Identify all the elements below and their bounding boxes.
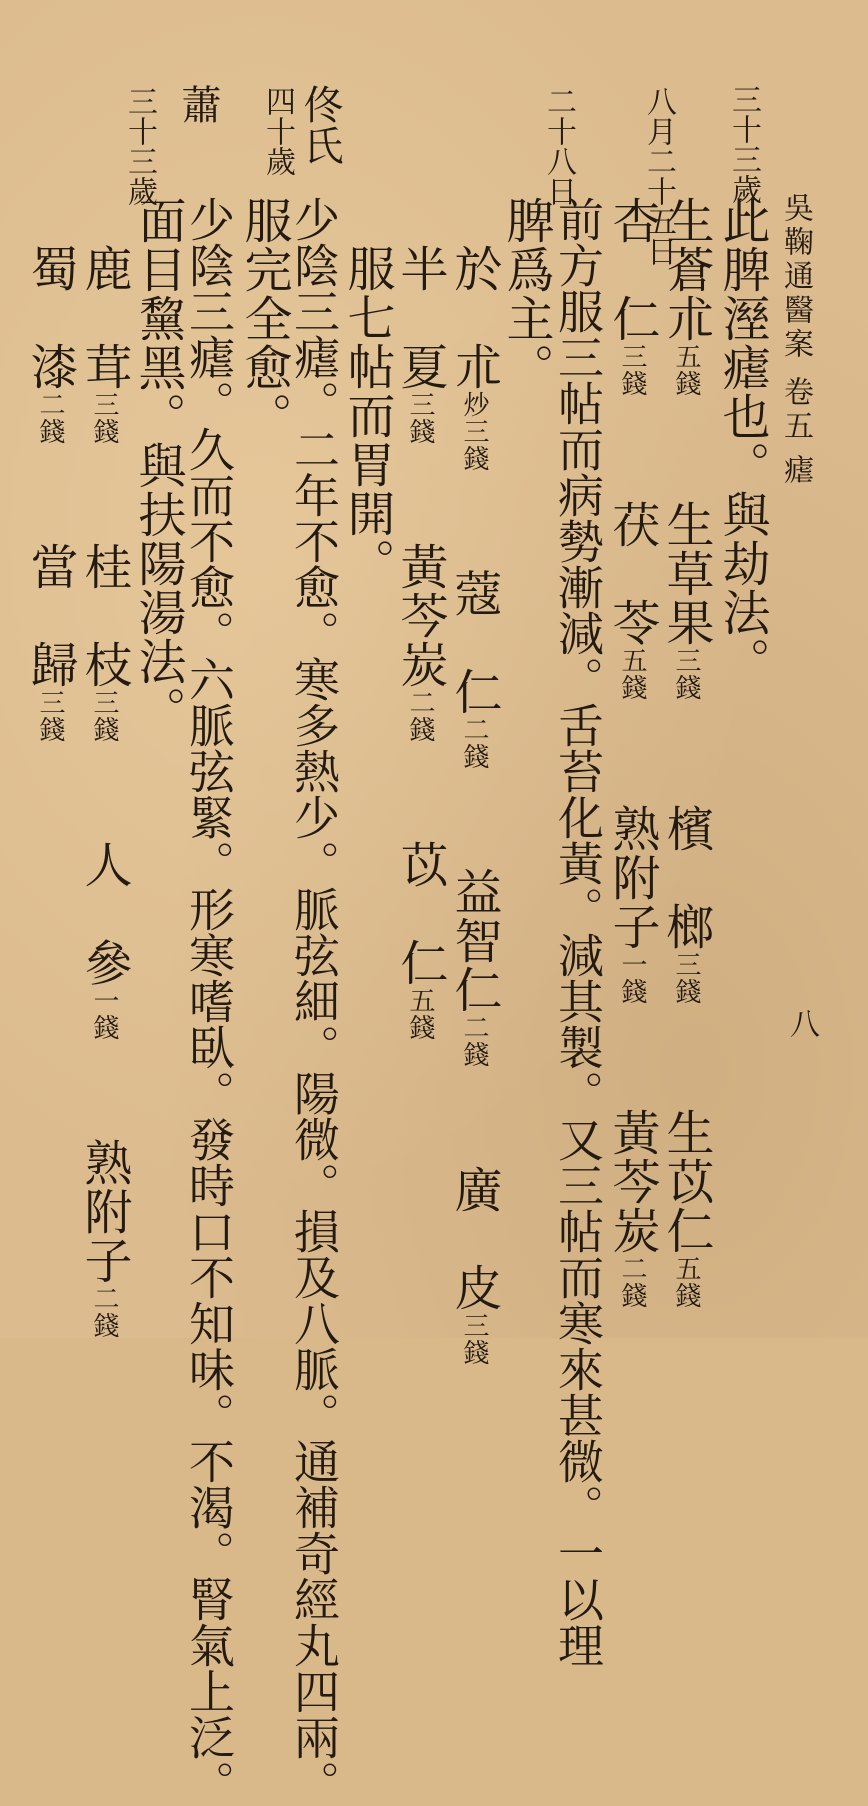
case1-followup-line1: 前方服三帖而病勢漸減。舌苔化黃。減其製。又三帖而寒來甚微。一以理 bbox=[551, 196, 605, 1668]
case2-text-line2: 服完全愈。 bbox=[236, 196, 292, 441]
page-number: 八 bbox=[784, 1008, 819, 1042]
herb-item: 黃芩炭二錢 bbox=[392, 542, 448, 743]
herb-item: 杏 仁三錢 bbox=[604, 196, 660, 397]
volume-label: 卷五 bbox=[778, 376, 813, 444]
herb-item: 茯 苓五錢 bbox=[604, 500, 660, 701]
case1-rx3 bbox=[446, 244, 502, 1366]
herb-item: 熟附子二錢 bbox=[76, 1138, 132, 1339]
case2-patient: 佟氏 bbox=[297, 84, 343, 166]
herb-item: 鹿 茸三錢 bbox=[76, 244, 132, 445]
case3-rx1 bbox=[76, 244, 132, 1339]
herb-item: 蜀 漆二錢 bbox=[22, 244, 78, 445]
herb-item: 生草果三錢 bbox=[658, 500, 714, 701]
herb-item: 黃芩炭二錢 bbox=[604, 1108, 660, 1309]
case3-rx2 bbox=[22, 244, 78, 743]
case1-outcome: 服七帖而胃開。 bbox=[339, 244, 395, 587]
herb-item: 檳 榔三錢 bbox=[658, 804, 714, 1005]
herb-item: 生苡仁五錢 bbox=[658, 1108, 714, 1309]
case1-diagnosis: 此脾溼瘧也。與劫法。 bbox=[714, 196, 770, 686]
case1-date1: 八月二十五日 bbox=[641, 86, 676, 266]
herb-item: 益智仁二錢 bbox=[446, 867, 502, 1068]
case3-text-line1: 少陰三瘧。久而不愈。六脈弦緊。形寒嗜臥。發時口不知味。不渴。腎氣上泛。 bbox=[182, 196, 236, 1806]
section-label: 瘧 bbox=[778, 454, 813, 488]
herb-item: 於 朮炒三錢 bbox=[446, 244, 502, 472]
herb-item: 當 歸三錢 bbox=[22, 542, 78, 743]
case1-rx2 bbox=[604, 196, 660, 1309]
case3-patient: 蕭 bbox=[175, 84, 221, 125]
case2-age: 四十歲 bbox=[260, 86, 295, 176]
herb-item: 生蒼朮五錢 bbox=[658, 196, 714, 397]
book-title: 吳鞠通醫案 bbox=[778, 192, 813, 362]
case2-text-line1: 少陰三瘧。二年不愈。寒多熱少。脈弦細。陽微。損及八脈。通補奇經丸四兩。 bbox=[287, 196, 341, 1806]
case1-age: 三十三歲 bbox=[726, 84, 761, 204]
case3-age: 三十三歲 bbox=[122, 86, 157, 206]
herb-item: 熟附子一錢 bbox=[604, 804, 660, 1005]
herb-item: 苡 仁五錢 bbox=[392, 840, 448, 1041]
herb-item: 桂 枝三錢 bbox=[76, 542, 132, 743]
case1-date2: 二十八日 bbox=[541, 86, 576, 206]
case1-rx1 bbox=[658, 196, 714, 1309]
herb-item: 人 參一錢 bbox=[76, 840, 132, 1041]
case1-followup-line2: 脾爲主。 bbox=[498, 196, 554, 392]
case3-text-line2: 面目黧黑。與扶陽湯法。 bbox=[130, 196, 186, 735]
herb-item: 半 夏三錢 bbox=[392, 244, 448, 445]
herb-item: 廣 皮三錢 bbox=[446, 1165, 502, 1366]
running-head bbox=[778, 192, 813, 488]
herb-item: 蔻 仁二錢 bbox=[446, 569, 502, 770]
case1-rx4 bbox=[392, 244, 448, 1041]
